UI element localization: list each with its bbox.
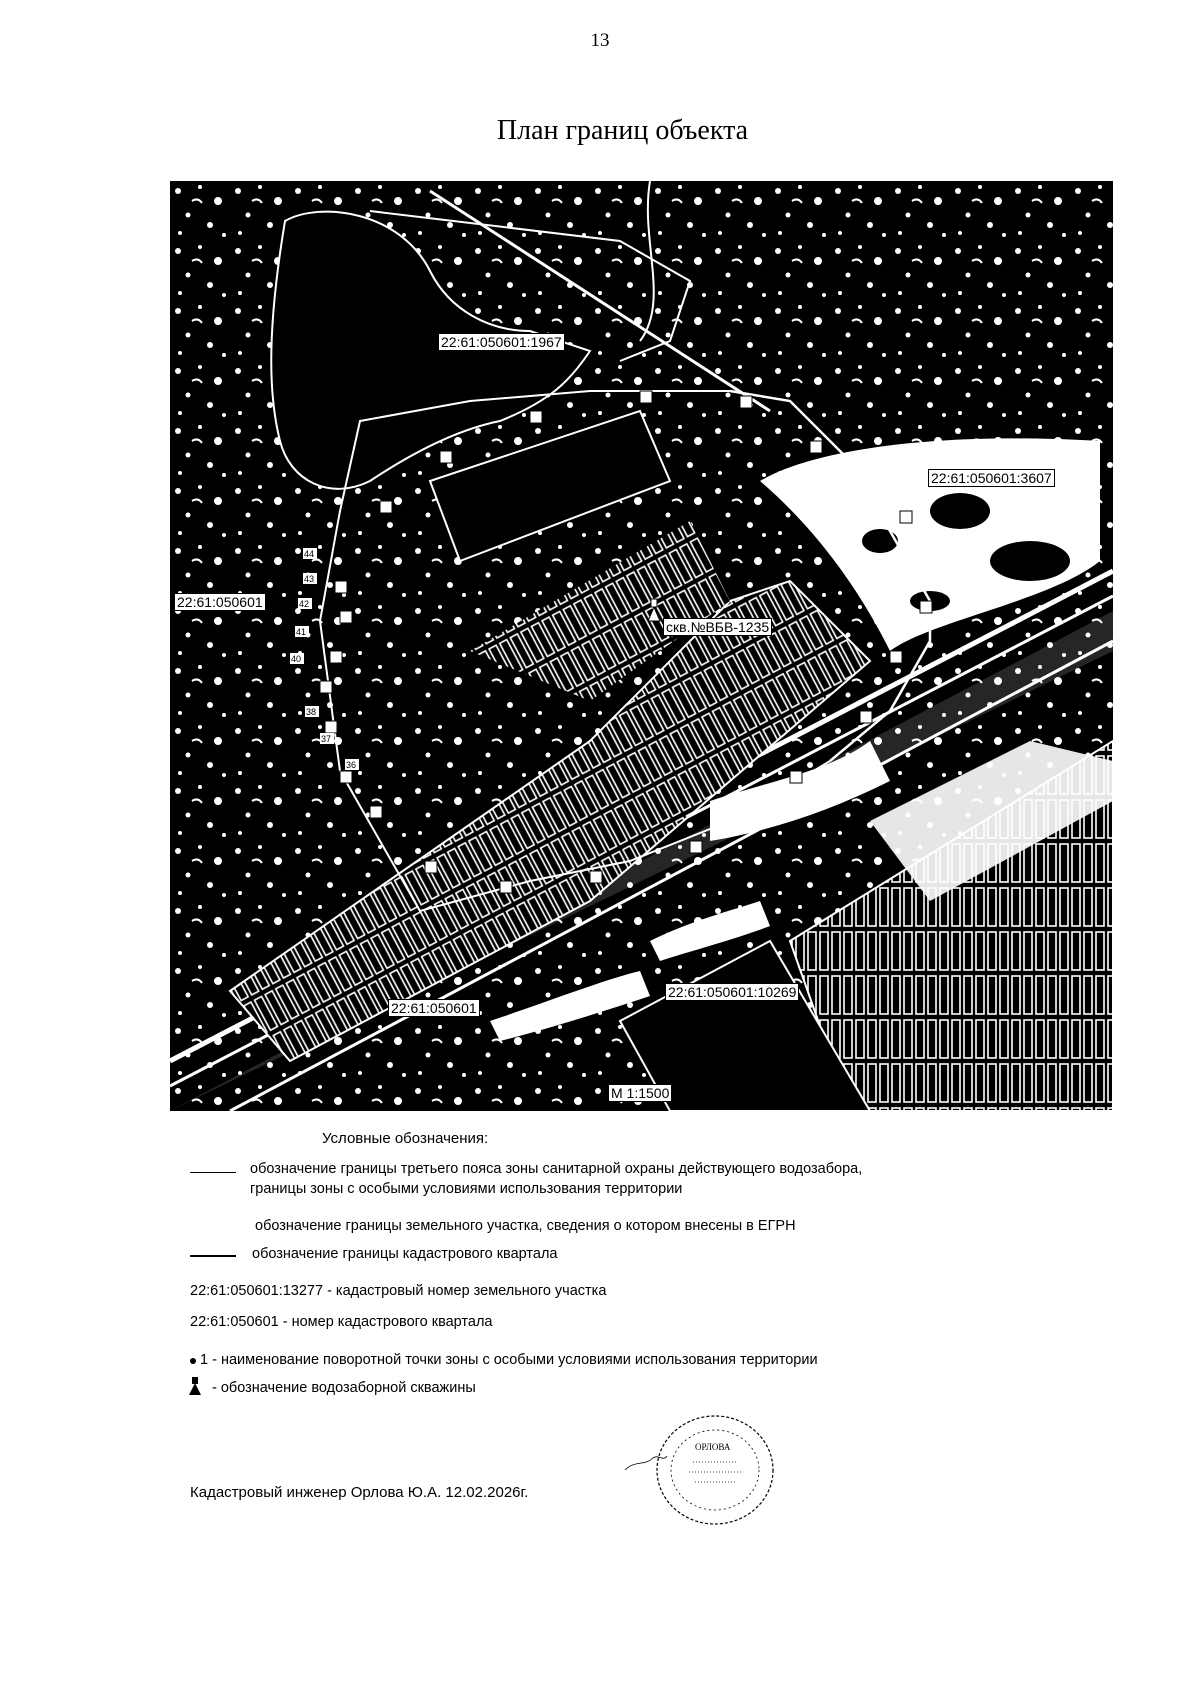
point-label: 38 — [306, 707, 317, 717]
stamp-seal-icon — [615, 1410, 795, 1530]
legend-zone-boundary-line2: границы зоны с особыми условиями использования территории — [250, 1181, 683, 1197]
legend-quarter-boundary: обозначение границы кадастрового квартала — [252, 1246, 558, 1262]
quarter-boundary-line-sample — [190, 1255, 236, 1257]
cadastral-map[interactable] — [170, 181, 1113, 1111]
point-label: 43 — [304, 574, 315, 584]
turning-point-bullet-icon — [190, 1358, 196, 1364]
parcel-label-3607[interactable]: 22:61:050601:3607 — [928, 469, 1055, 487]
scale-label: М 1:1500 — [608, 1084, 672, 1102]
point-label: 37 — [321, 734, 332, 744]
legend-parcel-number: 22:61:050601:13277 - кадастровый номер земельного участка — [190, 1283, 607, 1299]
page-title: План границ объекта — [496, 115, 749, 146]
engineer-signature: Кадастровый инженер Орлова Ю.А. 12.02.2026г. — [190, 1484, 529, 1501]
parcel-label-1967[interactable]: 22:61:050601:1967 — [438, 333, 565, 351]
point-label: 44 — [304, 549, 315, 559]
parcel-label-10269[interactable]: 22:61:050601:10269 — [665, 983, 799, 1001]
quarter-label-west[interactable]: 22:61:050601 — [174, 593, 266, 611]
point-label: 42 — [299, 599, 310, 609]
point-label: 40 — [291, 654, 302, 664]
well-label[interactable]: скв.№ВБВ-1235 — [663, 618, 772, 636]
stamp-text: ОРЛОВА — [695, 1442, 731, 1452]
zone-boundary-line-sample — [190, 1172, 236, 1173]
point-label: 36 — [346, 760, 357, 770]
point-label: 41 — [296, 627, 307, 637]
legend-quarter-number: 22:61:050601 - номер кадастрового квартала — [190, 1314, 493, 1330]
legend-heading: Условные обозначения: — [322, 1130, 489, 1147]
legend-well-symbol: - обозначение водозаборной скважины — [212, 1380, 476, 1396]
quarter-label-south[interactable]: 22:61:050601 — [388, 999, 480, 1017]
legend-turning-point: 1 - наименование поворотной точки зоны с особыми условиями использования территории — [200, 1352, 818, 1368]
map-graphic — [170, 181, 1113, 1111]
legend-parcel-boundary: обозначение границы земельного участка, сведения о котором внесены в ЕГРН — [255, 1218, 796, 1234]
legend-zone-boundary-line1: обозначение границы третьего пояса зоны санитарной охраны действующего водозабора, — [250, 1161, 863, 1177]
page-number: 13 — [590, 30, 610, 51]
well-symbol-icon — [188, 1377, 202, 1395]
